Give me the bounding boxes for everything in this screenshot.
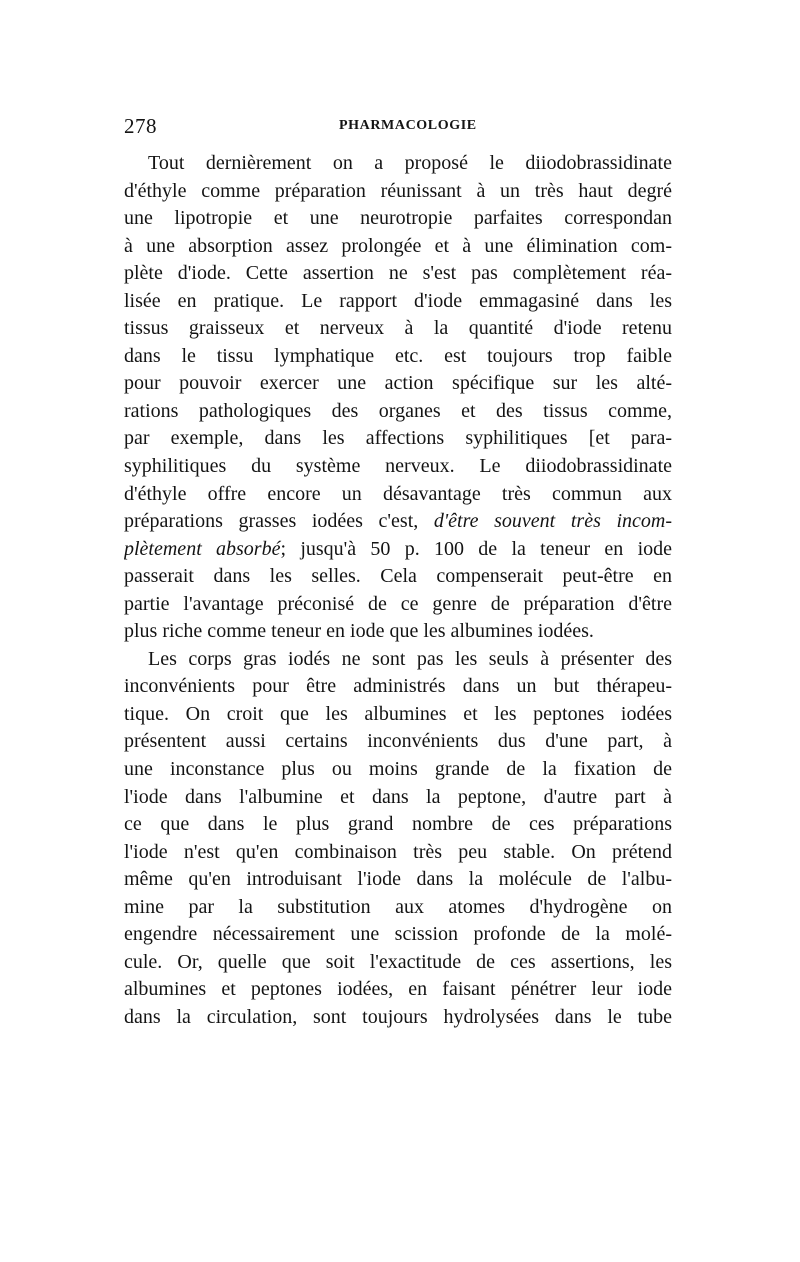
text-line: mine par la substitution aux atomes d'hydrogène on [124, 895, 672, 918]
text-line: partie l'avantage préconisé de ce genre de préparation d'être [124, 592, 672, 615]
text-line: plète d'iode. Cette assertion ne s'est pas complètement réa- [124, 262, 672, 285]
text-line: inconvénients pour être administrés dans un but thérapeu- [124, 675, 672, 698]
text-line: d'éthyle comme préparation réunissant à un très haut degré [124, 179, 672, 202]
text-line: syphilitiques du système nerveux. Le diiodobrassidinate [124, 455, 672, 478]
text-line: ce que dans le plus grand nombre de ces préparations [124, 813, 672, 836]
text-line-mixed [124, 536, 672, 564]
text-run: ; jusqu'à 50 p. 100 de la teneur en iode [280, 537, 672, 560]
text-line: lisée en pratique. Le rapport d'iode emmagasiné dans les [124, 289, 672, 312]
italic-text-run: d'être souvent très incom- [433, 510, 672, 533]
text-line: une lipotropie et une neurotropie parfaites correspondan [124, 207, 672, 230]
text-line: Tout dernièrement on a proposé le diiodobrassidinate [148, 152, 672, 174]
text-line: l'iode dans l'albumine et dans la peptone, d'autre part à [124, 785, 672, 808]
text-line: plus riche comme teneur en iode que les albumines iodées. [124, 620, 594, 643]
text-line: une inconstance plus ou moins grande de la fixation de [124, 758, 672, 781]
text-line: cule. Or, quelle que soit l'exactitude de ces assertions, les [124, 950, 672, 973]
text-line: même qu'en introduisant l'iode dans la molécule de l'albu- [124, 868, 672, 891]
text-line: par exemple, dans les affections syphilitiques [et para- [124, 427, 672, 450]
italic-text-run: plètement absorbé [124, 537, 281, 560]
text-line: pour pouvoir exercer une action spécifique sur les alté- [124, 372, 672, 395]
running-title: PHARMACOLOGIE [339, 118, 477, 133]
text-line: dans le tissu lymphatique etc. est toujours trop faible [124, 344, 672, 367]
text-line: à une absorption assez prolongée et à une élimination com- [124, 234, 672, 257]
text-line: tique. On croit que les albumines et les peptones iodées [124, 702, 672, 725]
page-number: 278 [124, 114, 157, 138]
text-line: tissus graisseux et nerveux à la quantité d'iode retenu [124, 317, 672, 340]
paragraph [124, 646, 672, 1032]
text-line: présentent aussi certains inconvénients dus d'une part, à [124, 730, 672, 753]
body-text [124, 150, 672, 1032]
text-line-mixed [124, 508, 672, 536]
text-line: albumines et peptones iodées, en faisant pénétrer leur iode [124, 978, 672, 1001]
text-run: préparations grasses iodées c'est, [124, 510, 434, 533]
text-line: dans la circulation, sont toujours hydrolysées dans le tube [124, 1005, 672, 1028]
text-line: engendre nécessairement une scission profonde de la molé- [124, 923, 672, 946]
text-line: d'éthyle offre encore un désavantage très commun aux [124, 482, 672, 505]
text-line: rations pathologiques des organes et des tissus comme, [124, 399, 672, 422]
text-line: Les corps gras iodés ne sont pas les seuls à présenter des [148, 647, 672, 670]
page-header [124, 112, 674, 140]
text-line: passerait dans les selles. Cela compenserait peut-être en [124, 565, 672, 588]
text-line: l'iode n'est qu'en combinaison très peu stable. On prétend [124, 840, 672, 863]
paragraph [124, 150, 672, 646]
